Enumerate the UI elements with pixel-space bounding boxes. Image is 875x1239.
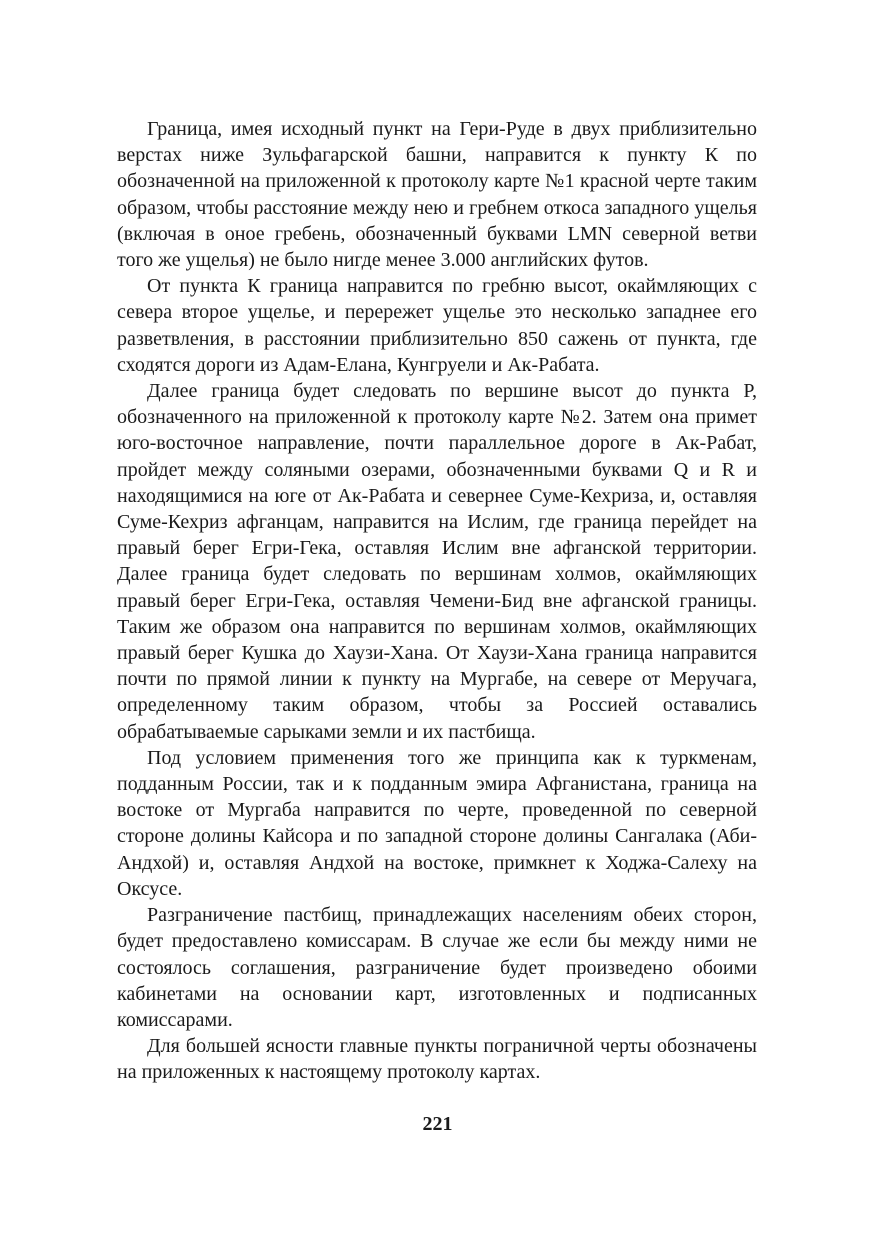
paragraph-3: Далее граница будет следовать по вершине высот до пункта Р, обозначенного на приложенной к протоколу карте №2. Затем она примет юго-восточное направление, почти параллельное дороге в Ак-Рабат, пройдет между соляными озерами, обозначенными буквами Q и R и находящимися на юге от Ак-Рабата и севернее Суме-Кехриза, и, оставляя Суме-Кехриз афганцам, направится на Ислим, где граница перейдет на правый берег Егри-Гека, оставляя Ислим вне афганской территории. Далее граница будет следовать по вершинам холмов, окаймляющих правый берег Егри-Гека, оставляя Чемени-Бид вне афганской границы. Таким же образом она направится по вершинам холмов, окаймляющих правый берег Кушка до Хаузи-Хана. От Хаузи-Хана граница направится почти по прямой линии к пункту на Мургабе, на севере от Меручага, определенному таким образом, чтобы за Россией оставались обрабатываемые сарыками земли и их пастбища. — [117, 380, 757, 743]
body-text — [117, 116, 757, 1086]
paragraph-6: Для большей ясности главные пункты пограничной черты обозначены на приложенных к настоящему протоколу картах. — [117, 1035, 757, 1084]
page-number: 221 — [422, 1113, 453, 1135]
paragraph-2: От пункта К граница направится по гребню высот, окаймляющих с севера второе ущелье, и перережет ущелье это несколько западнее его разветвления, в расстоянии приблизительно 850 сажень от пункта, где сходятся дороги из Адам-Елана, Кунгруели и Ак-Рабата. — [117, 275, 757, 376]
paragraph-1: Граница, имея исходный пункт на Гери-Руде в двух приблизительно верстах ниже Зульфагарской башни, направится к пункту К по обозначенной на приложенной к протоколу карте №1 красной черте таким образом, чтобы расстояние между нею и гребнем откоса западного ущелья (включая в оное гребень, обозначенный буквами LMN северной ветви того же ущелья) не было нигде менее 3.000 английских футов. — [117, 118, 757, 272]
paragraph-4: Под условием применения того же принципа как к туркменам, подданным России, так и к подданным эмира Афганистана, граница на востоке от Мургаба направится по черте, проведенной по северной стороне долины Кайсора и по западной стороне долины Сангалака (Аби-Андхой) и, оставляя Андхой на востоке, примкнет к Ходжа-Салеху на Оксусе. — [117, 746, 757, 900]
paragraph-5: Разграничение пастбищ, принадлежащих населениям обеих сторон, будет предоставлено комиссарам. В случае же если бы между ними не состоялось соглашения, разграничение будет произведено обоими кабинетами на основании карт, изготовленных и подписанных комиссарами. — [117, 904, 757, 1031]
